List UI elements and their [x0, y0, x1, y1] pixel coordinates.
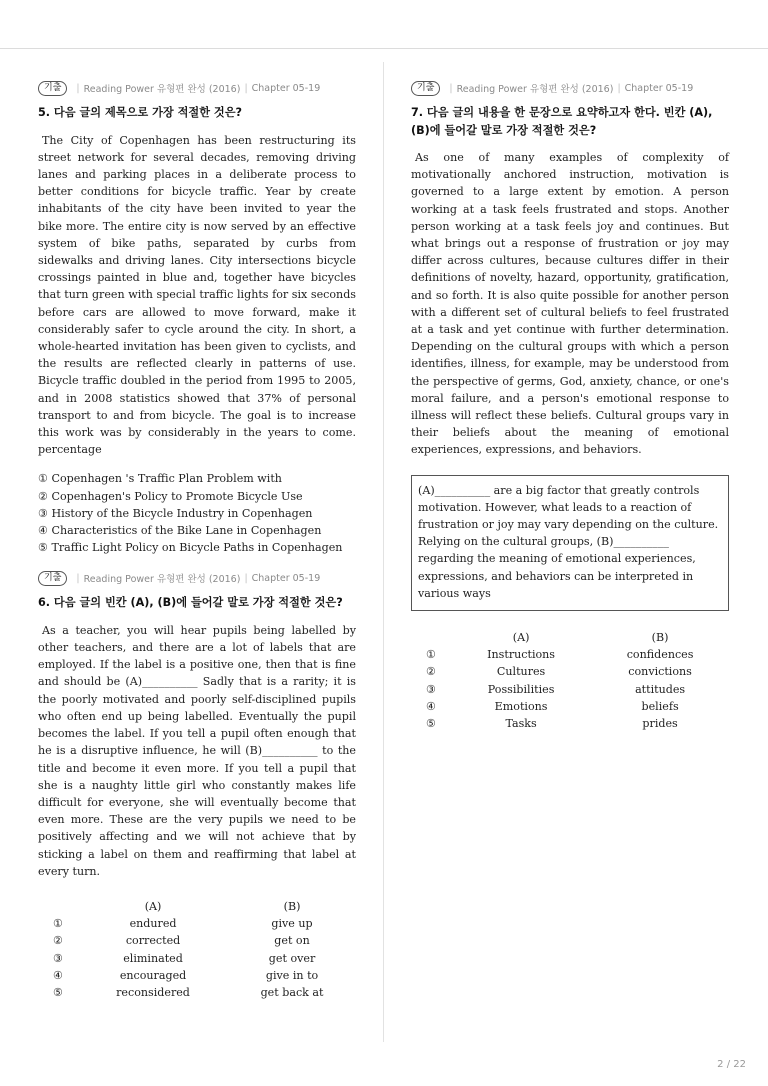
answer-number: ④ [53, 968, 63, 982]
answer-b: prides [642, 717, 678, 731]
answer-b: beliefs [641, 699, 679, 713]
answer-row[interactable] [411, 663, 729, 680]
question-7 [411, 80, 729, 732]
answer-row[interactable] [411, 698, 729, 715]
column-a-header: (A) [512, 631, 530, 645]
answer-a: Possibilities [487, 682, 555, 696]
source-title: Reading Power 유형편 완성 (2016) [456, 84, 614, 95]
column-divider [383, 62, 384, 1042]
answer-table [38, 898, 356, 1001]
answer-a: Cultures [496, 665, 546, 679]
answer-b: give up [271, 917, 313, 931]
answer-row[interactable] [38, 950, 356, 967]
answer-a: corrected [125, 934, 181, 948]
answer-number: ② [426, 665, 436, 679]
page-number: 2 / 22 [717, 1059, 746, 1070]
source-chapter: Chapter 05-19 [251, 572, 321, 584]
answer-b: give in to [265, 968, 319, 982]
passage: As one of many examples of complexity of motivationally anchored instruction, motivation is governed to a large extent by emotion. A person working at a task feels frustrated and stops. Another person working at a task feels joy and continues. But what brings out a response of frustration or joy may differ across cultures, because cultures differ in their definitions of novelty, hazard, opportunity, gratification, and so forth. It is also quite possible for another person with a different set of cultural beliefs to feel frustrated at a task and yet continue with further determination. Depending on the cultural groups with which a person identifies, illness, for example, may be understood from the perspective of germs, God, anxiety, chance, or one's moral failure, and a person's emotional response to illness will reflect these beliefs. Cultural groups vary in their beliefs about the meaning of emotional experiences, expressions, and behaviors. [411, 151, 729, 457]
answer-number: ④ [426, 699, 436, 713]
exam-badge: 기출 [38, 81, 67, 96]
exam-badge: 기출 [38, 571, 67, 586]
answer-row[interactable] [411, 715, 729, 732]
source-chapter: Chapter 05-19 [251, 82, 321, 94]
question-5 [38, 80, 356, 556]
answer-header-row [411, 629, 729, 646]
question-6 [38, 570, 356, 1001]
column-a-header: (A) [144, 899, 162, 913]
source-title: Reading Power 유형편 완성 (2016) [83, 84, 241, 95]
option-3[interactable]: ③ History of the Bicycle Industry in Copenhagen [38, 506, 313, 520]
answer-a: reconsidered [116, 985, 190, 999]
answer-number: ① [426, 648, 436, 662]
right-column [411, 80, 729, 732]
answer-b: convictions [628, 665, 692, 679]
question-source-line: 기출 | Reading Power 유형편 완성 (2016) | Chapter 05-19 [38, 570, 356, 586]
top-rule [0, 48, 768, 49]
answer-row[interactable] [411, 646, 729, 663]
answer-a: Instructions [487, 648, 556, 662]
answer-a: Emotions [494, 699, 548, 713]
answer-table [411, 629, 729, 732]
column-b-header: (B) [651, 631, 669, 645]
answer-row[interactable] [411, 681, 729, 698]
source-title: Reading Power 유형편 완성 (2016) [83, 574, 241, 586]
answer-number: ③ [53, 951, 63, 965]
question-source-line: 기출 | Reading Power 유형편 완성 (2016) | Chapter 05-19 [411, 80, 729, 96]
question-title: 7. 다음 글의 내용을 한 문장으로 요약하고자 한다. 빈칸 (A), (B)에 들어갈 말로 가장 적절한 것은? [411, 106, 713, 137]
answer-a: endured [129, 917, 177, 931]
answer-number: ⑤ [53, 985, 63, 999]
option-2[interactable]: ② Copenhagen's Policy to Promote Bicycle Use [38, 489, 303, 503]
exam-badge: 기출 [411, 81, 440, 96]
question-source-line: 기출 | Reading Power 유형편 완성 (2016) | Chapter 05-19 [38, 80, 356, 96]
answer-number: ① [53, 917, 63, 931]
answer-b: get over [268, 951, 316, 965]
answer-a: encouraged [119, 968, 187, 982]
question-title: 6. 다음 글의 빈칸 (A), (B)에 들어갈 말로 가장 적절한 것은? [38, 596, 343, 610]
passage: As a teacher, you will hear pupils being labelled by other teachers, and there are a lot of labels that are employed. If the label is a positive one, then that is fine and should be (A)__________ Sadly that is a rarity; it is the poorly motivated and poorly self-disciplined pupils who often end up being labelled. Eventually the pupil becomes the label. If you tell a pupil often enough that he is a disruptive influence, he will (B)__________ to the title and become it even more. If you tell a pupil that she is a naughty little girl who constantly makes life difficult for everyone, she will eventually become that even more. These are the very pupils we need to be positively affecting and we will not achieve that by sticking a label on them and reaffirming that label at every turn. [38, 623, 356, 878]
option-4[interactable]: ④ Characteristics of the Bike Lane in Copenhagen [38, 523, 322, 537]
answer-b: confidences [626, 648, 694, 662]
answer-number: ⑤ [426, 717, 436, 731]
answer-row[interactable] [38, 984, 356, 1001]
answer-number: ② [53, 934, 63, 948]
left-column [38, 80, 356, 1001]
answer-number: ③ [426, 682, 436, 696]
answer-a: Tasks [505, 717, 537, 731]
answer-row[interactable] [38, 932, 356, 949]
answer-row[interactable] [38, 967, 356, 984]
answer-options [38, 470, 356, 556]
answer-b: get on [274, 934, 310, 948]
column-b-header: (B) [283, 899, 301, 913]
answer-a: eliminated [123, 951, 183, 965]
source-chapter: Chapter 05-19 [624, 82, 694, 94]
answer-row[interactable] [38, 915, 356, 932]
answer-header-row [38, 898, 356, 915]
passage: The City of Copenhagen has been restructuring its street network for several decades, removing driving lanes and parking places in a deliberate process to better conditions for bicycle traffic. Year by create inhabitants of the city have been invited to year the bike more. The entire city is now served by an effective system of bike paths, separated by curbs from sidewalks and driving lanes. City intersections bicycle crossings painted in blue and, together have bicycles that turn green with special traffic lights for six seconds before cars are allowed to move forward, make it considerably safer to cycle around the city. In short, a whole-hearted invitation has been given to cyclists, and the results are reflected clearly in patterns of use. Bicycle traffic doubled in the period from 1995 to 2005, and in 2008 statistics showed that 37% of personal transport to and from bicycle. The goal is to increase this work was by considerably in the years to come. percentage [38, 133, 356, 457]
answer-b: attitudes [635, 682, 686, 696]
answer-b: get back at [260, 985, 324, 999]
question-title: 5. 다음 글의 제목으로 가장 적절한 것은? [38, 106, 243, 119]
summary-box: (A)__________ are a big factor that greatly controls motivation. However, what leads to a reaction of frustration or joy may vary depending on the culture. Relying on the cultural groups, (B)__________ regarding the meaning of emotional experiences, expressions, and behaviors can be interpreted in various ways [411, 475, 729, 611]
option-5[interactable]: ⑤ Traffic Light Policy on Bicycle Paths in Copenhagen [38, 541, 343, 555]
option-1[interactable]: ① Copenhagen 's Traffic Plan Problem with [38, 472, 282, 486]
